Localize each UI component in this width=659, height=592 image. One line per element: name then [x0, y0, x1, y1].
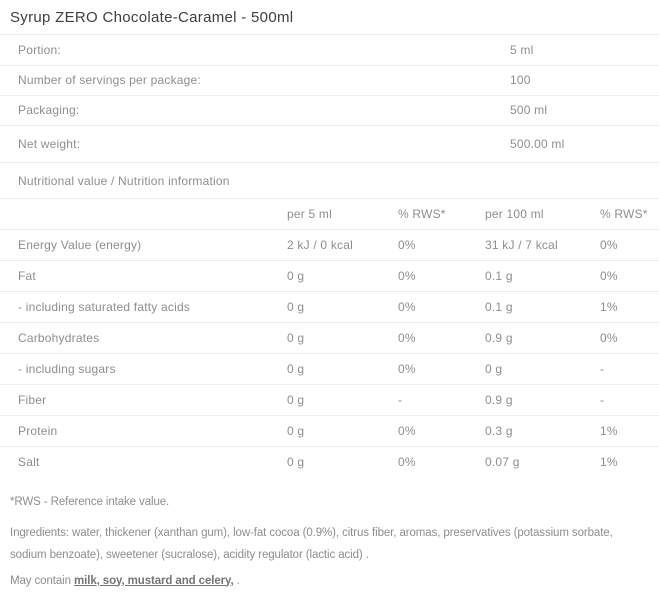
page-title: Syrup ZERO Chocolate-Caramel - 500ml — [0, 0, 659, 35]
nutrient-rws-100ml: 1% — [600, 455, 618, 470]
allergens-prefix: May contain — [10, 574, 74, 587]
product-info-row — [0, 125, 659, 162]
nutrient-per-100ml: 0 g — [467, 354, 582, 385]
product-info-value: 5 ml — [492, 35, 659, 65]
nutrient-per-100ml: 0.3 g — [467, 416, 582, 447]
nutrition-row — [0, 416, 659, 447]
nutrient-label: Fiber — [0, 385, 269, 416]
allergens-suffix: . — [233, 574, 240, 587]
product-info-label: Packaging: — [0, 95, 492, 125]
nutrition-row — [0, 261, 659, 292]
nutrient-per-5ml: 0 g — [269, 354, 380, 385]
nutrient-rws-100ml: 0% — [582, 261, 659, 292]
product-info-row — [0, 95, 659, 125]
nutrient-per-5ml: 0 g — [287, 455, 305, 470]
nutrient-per-5ml: 0 g — [269, 292, 380, 323]
nutrition-column-header: per 100 ml — [467, 199, 582, 230]
nutrition-section-title: Nutritional value / Nutrition information — [0, 163, 659, 199]
nutrient-label: Fat — [0, 261, 269, 292]
nutrient-label: Salt — [18, 455, 40, 470]
nutrition-column-header — [0, 199, 269, 230]
nutrient-label: - including saturated fatty acids — [0, 292, 269, 323]
nutrient-per-100ml: 0.07 g — [485, 455, 520, 470]
nutrient-label: Protein — [0, 416, 269, 447]
nutrition-row — [0, 447, 659, 478]
nutrition-header-row — [0, 199, 659, 230]
nutrient-per-100ml: 0.1 g — [467, 261, 582, 292]
nutrient-rws-100ml: - — [582, 354, 659, 385]
nutrition-row — [0, 230, 659, 261]
product-info-label: Number of servings per package: — [0, 65, 492, 95]
nutrition-row — [0, 323, 659, 354]
product-info-value: 100 — [492, 65, 659, 95]
nutrient-rws-5ml: 0% — [380, 261, 467, 292]
nutrient-per-100ml: 0.9 g — [467, 323, 582, 354]
nutrient-label: Energy Value (energy) — [0, 230, 269, 261]
product-info-value: 500 ml — [492, 95, 659, 125]
product-info-row — [0, 65, 659, 95]
nutrition-column-header: % RWS* — [380, 199, 467, 230]
nutrient-rws-100ml: 1% — [582, 292, 659, 323]
nutrient-label: Carbohydrates — [0, 323, 269, 354]
nutrient-rws-100ml: - — [582, 385, 659, 416]
nutrition-table — [0, 199, 659, 478]
product-info-label: Net weight: — [0, 125, 492, 162]
nutrient-rws-5ml: 0% — [380, 416, 467, 447]
nutrient-per-5ml: 0 g — [269, 323, 380, 354]
nutrient-per-5ml: 0 g — [269, 416, 380, 447]
nutrient-per-5ml: 0 g — [269, 385, 380, 416]
nutrient-rws-5ml: 0% — [380, 323, 467, 354]
nutrient-rws-5ml: 0% — [380, 354, 467, 385]
nutrition-column-header: % RWS* — [582, 199, 659, 230]
nutrient-rws-100ml: 0% — [582, 323, 659, 354]
nutrition-row — [0, 354, 659, 385]
product-info-label: Portion: — [0, 35, 492, 65]
nutrient-per-5ml: 0 g — [269, 261, 380, 292]
nutrient-rws-100ml: 0% — [582, 230, 659, 261]
nutrient-rws-5ml: - — [380, 385, 467, 416]
rws-footnote: *RWS - Reference intake value. — [10, 495, 170, 508]
nutrition-column-header: per 5 ml — [269, 199, 380, 230]
nutrient-per-5ml: 2 kJ / 0 kcal — [269, 230, 380, 261]
product-info-row — [0, 35, 659, 65]
nutrient-per-100ml: 0.1 g — [467, 292, 582, 323]
allergens-emphasis: milk, soy, mustard and celery, — [74, 574, 234, 587]
nutrient-rws-5ml: 0% — [398, 455, 416, 470]
nutrient-per-100ml: 31 kJ / 7 kcal — [467, 230, 582, 261]
ingredients-text: Ingredients: water, thickener (xanthan gum), low-fat cocoa (0.9%), citrus fiber, aromas, preservatives (potassium sorbate, sodium benzoate), sweetener (sucralose), acidity regulator (lactic acid) . — [10, 526, 613, 561]
nutrient-label: - including sugars — [0, 354, 269, 385]
footnotes-section — [0, 491, 659, 592]
nutrient-per-100ml: 0.9 g — [467, 385, 582, 416]
nutrition-row — [0, 292, 659, 323]
nutrient-rws-5ml: 0% — [380, 230, 467, 261]
product-info-value: 500.00 ml — [492, 125, 659, 162]
nutrient-rws-100ml: 1% — [582, 416, 659, 447]
nutrient-rws-5ml: 0% — [380, 292, 467, 323]
nutrition-row — [0, 385, 659, 416]
product-info-table — [0, 35, 659, 163]
allergens-text — [10, 570, 649, 592]
